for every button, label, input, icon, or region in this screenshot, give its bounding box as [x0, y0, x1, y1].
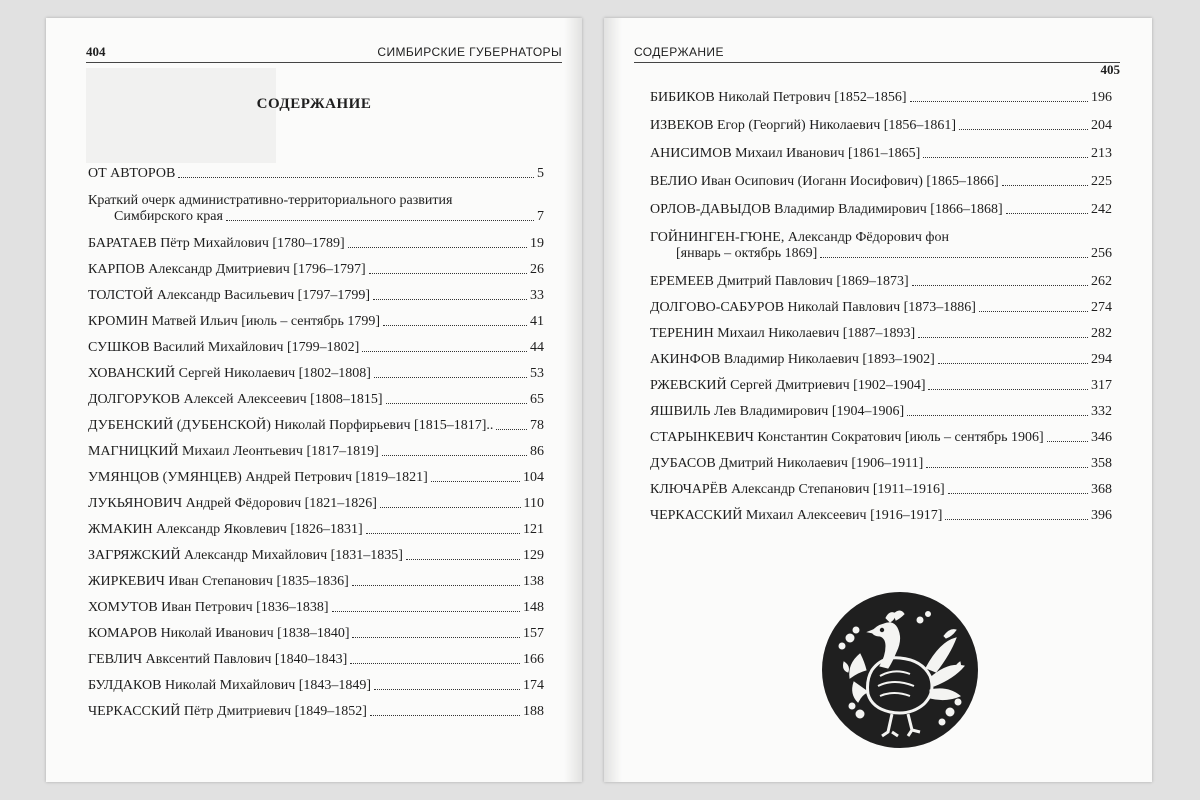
bleed-through-image [86, 68, 276, 163]
toc-entry-page: 262 [1091, 274, 1112, 289]
toc-entry[interactable] [650, 174, 1112, 190]
dot-leader [348, 247, 527, 248]
toc-entry-title: ТОЛСТОЙ Александр Васильевич [1797–1799] [88, 288, 370, 303]
toc-entry-title: ЯШВИЛЬ Лев Владимирович [1904–1906] [650, 404, 905, 419]
toc-entry-title: МАГНИЦКИЙ Михаил Леонтьевич [1817–1819] [88, 444, 379, 459]
left-running-title: СИМБИРСКИЕ ГУБЕРНАТОРЫ [377, 45, 562, 59]
toc-entry-page: 294 [1091, 352, 1112, 367]
toc-entry-title: АНИСИМОВ Михаил Иванович [1861–1865] [650, 146, 921, 161]
toc-entry-title: КОМАРОВ Николай Иванович [1838–1840] [88, 626, 350, 641]
toc-entry[interactable] [88, 626, 544, 642]
dot-leader [386, 403, 528, 404]
toc-entry[interactable] [650, 118, 1112, 134]
toc-entry-page: 188 [523, 704, 544, 719]
toc-entry[interactable] [88, 166, 544, 182]
toc-entry-page: 44 [530, 340, 544, 355]
toc-entry-page: 225 [1091, 174, 1112, 189]
toc-entry[interactable] [650, 202, 1112, 218]
dot-leader [496, 429, 527, 430]
toc-entry[interactable] [88, 548, 544, 564]
toc-entry[interactable] [650, 378, 1112, 394]
toc-entry[interactable] [88, 262, 544, 278]
dot-leader [350, 663, 520, 664]
toc-entry-page: 26 [530, 262, 544, 277]
dot-leader [1047, 441, 1088, 442]
toc-entry-title: ЧЕРКАССКИЙ Пётр Дмитриевич [1849–1852] [88, 704, 367, 719]
toc-entry-page: 256 [1091, 246, 1112, 261]
toc-entry[interactable] [650, 326, 1112, 342]
toc-entry-title: ДОЛГОРУКОВ Алексей Алексеевич [1808–1815] [88, 392, 383, 407]
toc-entry-title: АКИНФОВ Владимир Николаевич [1893–1902] [650, 352, 935, 367]
toc-entry[interactable] [88, 236, 544, 252]
left-page-number: 404 [86, 44, 106, 59]
toc-entry-title: ГЕВЛИЧ Авксентий Павлович [1840–1843] [88, 652, 348, 667]
toc-entry-page: 148 [523, 600, 544, 615]
toc-entry[interactable] [88, 704, 544, 720]
toc-title: СОДЕРЖАНИЕ [256, 96, 372, 112]
toc-entry-page: 346 [1091, 430, 1112, 445]
toc-entry-page: 174 [523, 678, 544, 693]
right-running-head [634, 42, 1120, 77]
dot-leader [907, 415, 1088, 416]
toc-entry[interactable] [650, 146, 1112, 162]
toc-entry-title: ГОЙНИНГЕН-ГЮНЕ, Александр Фёдорович фон [650, 230, 949, 245]
toc-entry-page: 242 [1091, 202, 1112, 217]
dot-leader [918, 337, 1088, 338]
dot-leader [332, 611, 520, 612]
left-running-head [86, 42, 562, 63]
toc-entry-title: Краткий очерк административно-территориального развития [88, 193, 453, 208]
dot-leader [923, 157, 1088, 158]
toc-entry[interactable] [650, 300, 1112, 316]
toc-entry-page: 33 [530, 288, 544, 303]
dot-leader [928, 389, 1088, 390]
toc-entry-page: 166 [523, 652, 544, 667]
toc-entry-page: 41 [530, 314, 544, 329]
toc-entry-title: ЗАГРЯЖСКИЙ Александр Михайлович [1831–1835] [88, 548, 403, 563]
toc-entry[interactable] [650, 274, 1112, 290]
toc-entry-title: БИБИКОВ Николай Петрович [1852–1856] [650, 90, 907, 105]
dot-leader [369, 273, 527, 274]
rooster-emblem [820, 590, 980, 750]
toc-entry-page: 196 [1091, 90, 1112, 105]
toc-entry[interactable] [88, 600, 544, 616]
dot-leader [1002, 185, 1088, 186]
left-page [46, 18, 582, 782]
toc-entry[interactable] [88, 392, 544, 408]
dot-leader [820, 257, 1088, 258]
toc-entry[interactable] [650, 230, 1112, 262]
toc-entry-title: ДУБЕНСКИЙ (ДУБЕНСКОЙ) Николай Порфирьевич [1815–1817].. [88, 418, 494, 433]
toc-entry-title: БУЛДАКОВ Николай Михайлович [1843–1849] [88, 678, 372, 693]
dot-leader [938, 363, 1088, 364]
toc-entry-title: УМЯНЦОВ (УМЯНЦЕВ) Андрей Петрович [1819–1821] [88, 470, 428, 485]
toc-entry[interactable] [650, 508, 1112, 524]
toc-entry-page: 157 [523, 626, 544, 641]
dot-leader [362, 351, 527, 352]
toc-entry-page: 53 [530, 366, 544, 381]
gutter-shadow [564, 18, 582, 782]
dot-leader [926, 467, 1088, 468]
toc-entry-title: ИЗВЕКОВ Егор (Георгий) Николаевич [1856–1861] [650, 118, 957, 133]
toc-entry[interactable] [650, 482, 1112, 498]
dot-leader [1006, 213, 1088, 214]
toc-entry-title: РЖЕВСКИЙ Сергей Дмитриевич [1902–1904] [650, 378, 926, 393]
dot-leader [226, 220, 534, 221]
toc-entry-page: 274 [1091, 300, 1112, 315]
toc-entry-title: ДУБАСОВ Дмитрий Николаевич [1906–1911] [650, 456, 924, 471]
right-running-title: СОДЕРЖАНИЕ [634, 45, 724, 59]
dot-leader [431, 481, 520, 482]
dot-leader [352, 637, 520, 638]
dot-leader [380, 507, 521, 508]
toc-entry-page: 7 [537, 209, 544, 224]
toc-entry[interactable] [88, 470, 544, 486]
toc-entry-title: ЛУКЬЯНОВИЧ Андрей Фёдорович [1821–1826] [88, 496, 377, 511]
toc-entry-page: 358 [1091, 456, 1112, 471]
toc-entry-title: ОТ АВТОРОВ [88, 166, 176, 181]
toc-entry-title: СТАРЫНКЕВИЧ Константин Сократович [июль – сентябрь 1906] [650, 430, 1044, 445]
toc-entry[interactable] [88, 288, 544, 304]
toc-entry-page: 19 [530, 236, 544, 251]
right-page [604, 18, 1152, 782]
toc-entry-title: КАРПОВ Александр Дмитриевич [1796–1797] [88, 262, 366, 277]
toc-entry[interactable] [88, 418, 544, 434]
toc-entry[interactable] [650, 90, 1112, 106]
toc-entry[interactable] [88, 678, 544, 694]
toc-entry-title: ХОВАНСКИЙ Сергей Николаевич [1802–1808] [88, 366, 371, 381]
toc-entry-title: ВЕЛИО Иван Осипович (Иоганн Иосифович) [1865–1866] [650, 174, 999, 189]
toc-entry-page: 104 [523, 470, 544, 485]
toc-entry-page: 86 [530, 444, 544, 459]
toc-entry[interactable] [88, 652, 544, 668]
toc-entry-page: 282 [1091, 326, 1112, 341]
dot-leader [979, 311, 1088, 312]
toc-entry[interactable] [650, 430, 1112, 446]
toc-entry[interactable] [88, 193, 544, 225]
right-page-number: 405 [1100, 62, 1120, 77]
toc-entry-title: ЧЕРКАССКИЙ Михаил Алексеевич [1916–1917] [650, 508, 943, 523]
toc-entry-title: ОРЛОВ-ДАВЫДОВ Владимир Владимирович [1866–1868] [650, 202, 1003, 217]
dot-leader [382, 455, 527, 456]
gutter-shadow [604, 18, 622, 782]
toc-entry-page: 213 [1091, 146, 1112, 161]
toc-entry[interactable] [88, 444, 544, 460]
toc-entry-page: 317 [1091, 378, 1112, 393]
toc-entry-title-continued: Симбирского края [114, 209, 223, 224]
dot-leader [910, 101, 1088, 102]
toc-entry[interactable] [88, 314, 544, 330]
toc-entry[interactable] [650, 352, 1112, 368]
toc-entry-title: ДОЛГОВО-САБУРОВ Николай Павлович [1873–1886] [650, 300, 976, 315]
toc-entry[interactable] [88, 574, 544, 590]
toc-entry-title: ТЕРЕНИН Михаил Николаевич [1887–1893] [650, 326, 916, 341]
dot-leader [374, 377, 527, 378]
toc-entry-page: 65 [530, 392, 544, 407]
toc-entry[interactable] [88, 496, 544, 512]
toc-entry[interactable] [88, 522, 544, 538]
dot-leader [178, 177, 534, 178]
toc-entry-page: 204 [1091, 118, 1112, 133]
toc-entry-title: КЛЮЧАРЁВ Александр Степанович [1911–1916] [650, 482, 945, 497]
toc-entry-title-continued: [январь – октябрь 1869] [676, 246, 818, 261]
toc-entry[interactable] [88, 366, 544, 382]
toc-entry-page: 5 [537, 166, 544, 181]
toc-entry-title: ЖМАКИН Александр Яковлевич [1826–1831] [88, 522, 363, 537]
dot-leader [374, 689, 520, 690]
toc-entry[interactable] [88, 340, 544, 356]
dot-leader [945, 519, 1088, 520]
dot-leader [406, 559, 520, 560]
dot-leader [370, 715, 520, 716]
toc-entry-page: 129 [523, 548, 544, 563]
toc-entry-page: 368 [1091, 482, 1112, 497]
toc-entry[interactable] [650, 456, 1112, 472]
dot-leader [352, 585, 520, 586]
toc-entry-title: ХОМУТОВ Иван Петрович [1836–1838] [88, 600, 329, 615]
toc-entry-page: 138 [523, 574, 544, 589]
toc-entry-title: ЖИРКЕВИЧ Иван Степанович [1835–1836] [88, 574, 349, 589]
toc-entry[interactable] [650, 404, 1112, 420]
toc-entry-page: 78 [530, 418, 544, 433]
dot-leader [366, 533, 520, 534]
toc-entry-title: СУШКОВ Василий Михайлович [1799–1802] [88, 340, 360, 355]
toc-entry-title: КРОМИН Матвей Ильич [июль – сентябрь 1799] [88, 314, 381, 329]
toc-entry-page: 332 [1091, 404, 1112, 419]
toc-entry-page: 121 [523, 522, 544, 537]
dot-leader [948, 493, 1088, 494]
toc-entry-title: БАРАТАЕВ Пётр Михайлович [1780–1789] [88, 236, 345, 251]
dot-leader [373, 299, 527, 300]
toc-entry-page: 110 [523, 496, 544, 511]
dot-leader [959, 129, 1088, 130]
dot-leader [912, 285, 1088, 286]
dot-leader [383, 325, 527, 326]
toc-entry-title: ЕРЕМЕЕВ Дмитрий Павлович [1869–1873] [650, 274, 909, 289]
toc-entry-page: 396 [1091, 508, 1112, 523]
